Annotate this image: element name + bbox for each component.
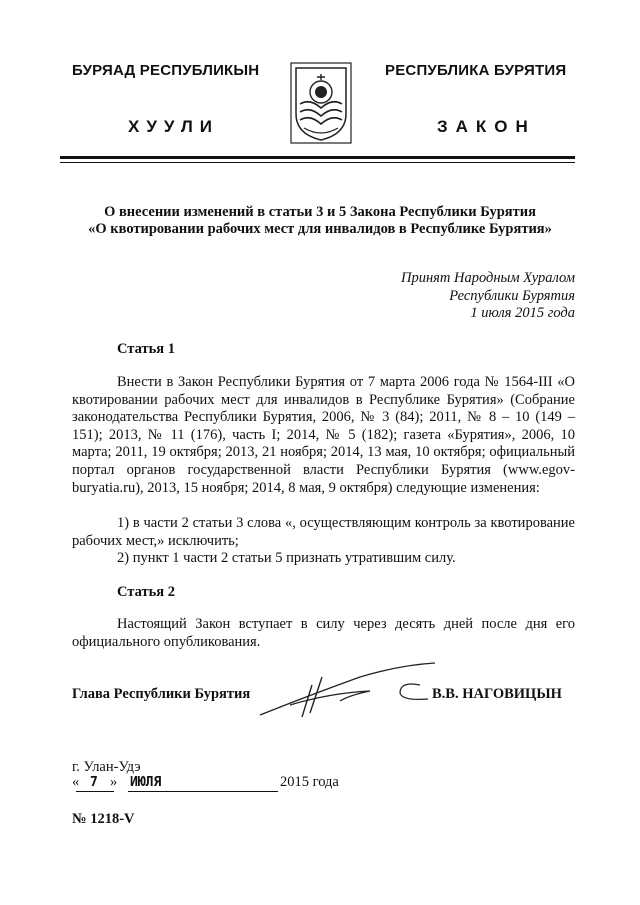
header-rule-thick xyxy=(60,156,575,159)
month-underline xyxy=(128,791,278,792)
signatory-title: Глава Республики Бурятия xyxy=(72,686,251,702)
article1-paragraph3: 2) пункт 1 части 2 статьи 5 признать утратившим силу. xyxy=(117,550,456,566)
header-right-doc-type: ЗАКОН xyxy=(437,117,536,136)
law-number: № 1218-V xyxy=(72,811,135,827)
header-rule-thin xyxy=(60,162,575,163)
article2-heading: Статья 2 xyxy=(117,584,175,600)
law-title-line1: О внесении изменений в статьи 3 и 5 Закона Республики Бурятия xyxy=(104,204,536,220)
date-line xyxy=(72,774,372,794)
signatory-name: В.В. НАГОВИЦЫН xyxy=(432,686,562,702)
header-left-title: БУРЯАД РЕСПУБЛИКЫН xyxy=(72,62,260,79)
law-title-line2: «О квотировании рабочих мест для инвалидов в Республике Бурятия» xyxy=(88,221,552,237)
header-right-title: РЕСПУБЛИКА БУРЯТИЯ xyxy=(385,62,567,79)
date-open-quote: « xyxy=(72,774,80,790)
date-year: 2015 года xyxy=(280,774,339,790)
day-underline xyxy=(76,791,114,792)
date-month: ИЮЛЯ xyxy=(130,775,162,790)
adoption-date: 1 июля 2015 года xyxy=(470,305,575,321)
date-day: 7 xyxy=(90,775,98,790)
coat-of-arms-icon xyxy=(290,62,352,144)
adoption-note xyxy=(330,270,575,323)
adoption-line1: Принят Народным Хуралом xyxy=(400,270,575,286)
law-title xyxy=(60,204,580,238)
article1-paragraph1: Внести в Закон Республики Бурятия от 7 марта 2006 года № 1564-III «О квотировании рабочих мест для инвалидов в Республике Бурятия» (Собрание законодательства Республики Бурятия, 2006, № 3 (84); 2011, № 8 – 10 (149 – 151); 2013, № 11 (176), часть I; 2014, № 5 (182); газета «Бурятия», 2006, 10 марта; 2011, 19 октября; 2013, 21 ноября; 2014, 13 мая, 10 октября; официальный портал органов государственной власти Республики Бурятия (www.egov-buryatia.ru), 2013, 15 ноября; 2014, 8 мая, 9 октября) следующие изменения: xyxy=(72,374,575,496)
date-close-quote: » xyxy=(110,774,118,790)
handwritten-signature xyxy=(250,655,440,725)
article2-paragraph1: Настоящий Закон вступает в силу через десять дней после дня его официального опубликования. xyxy=(72,616,575,650)
article1-paragraph2: 1) в части 2 статьи 3 слова «, осуществляющим контроль за квотирование рабочих мест,» исключить; xyxy=(72,515,575,549)
city-name: г. Улан-Удэ xyxy=(72,759,141,775)
article1-heading: Статья 1 xyxy=(117,341,175,357)
adoption-line2: Республики Бурятия xyxy=(449,287,575,304)
header-left-doc-type: ХУУЛИ xyxy=(128,117,219,136)
